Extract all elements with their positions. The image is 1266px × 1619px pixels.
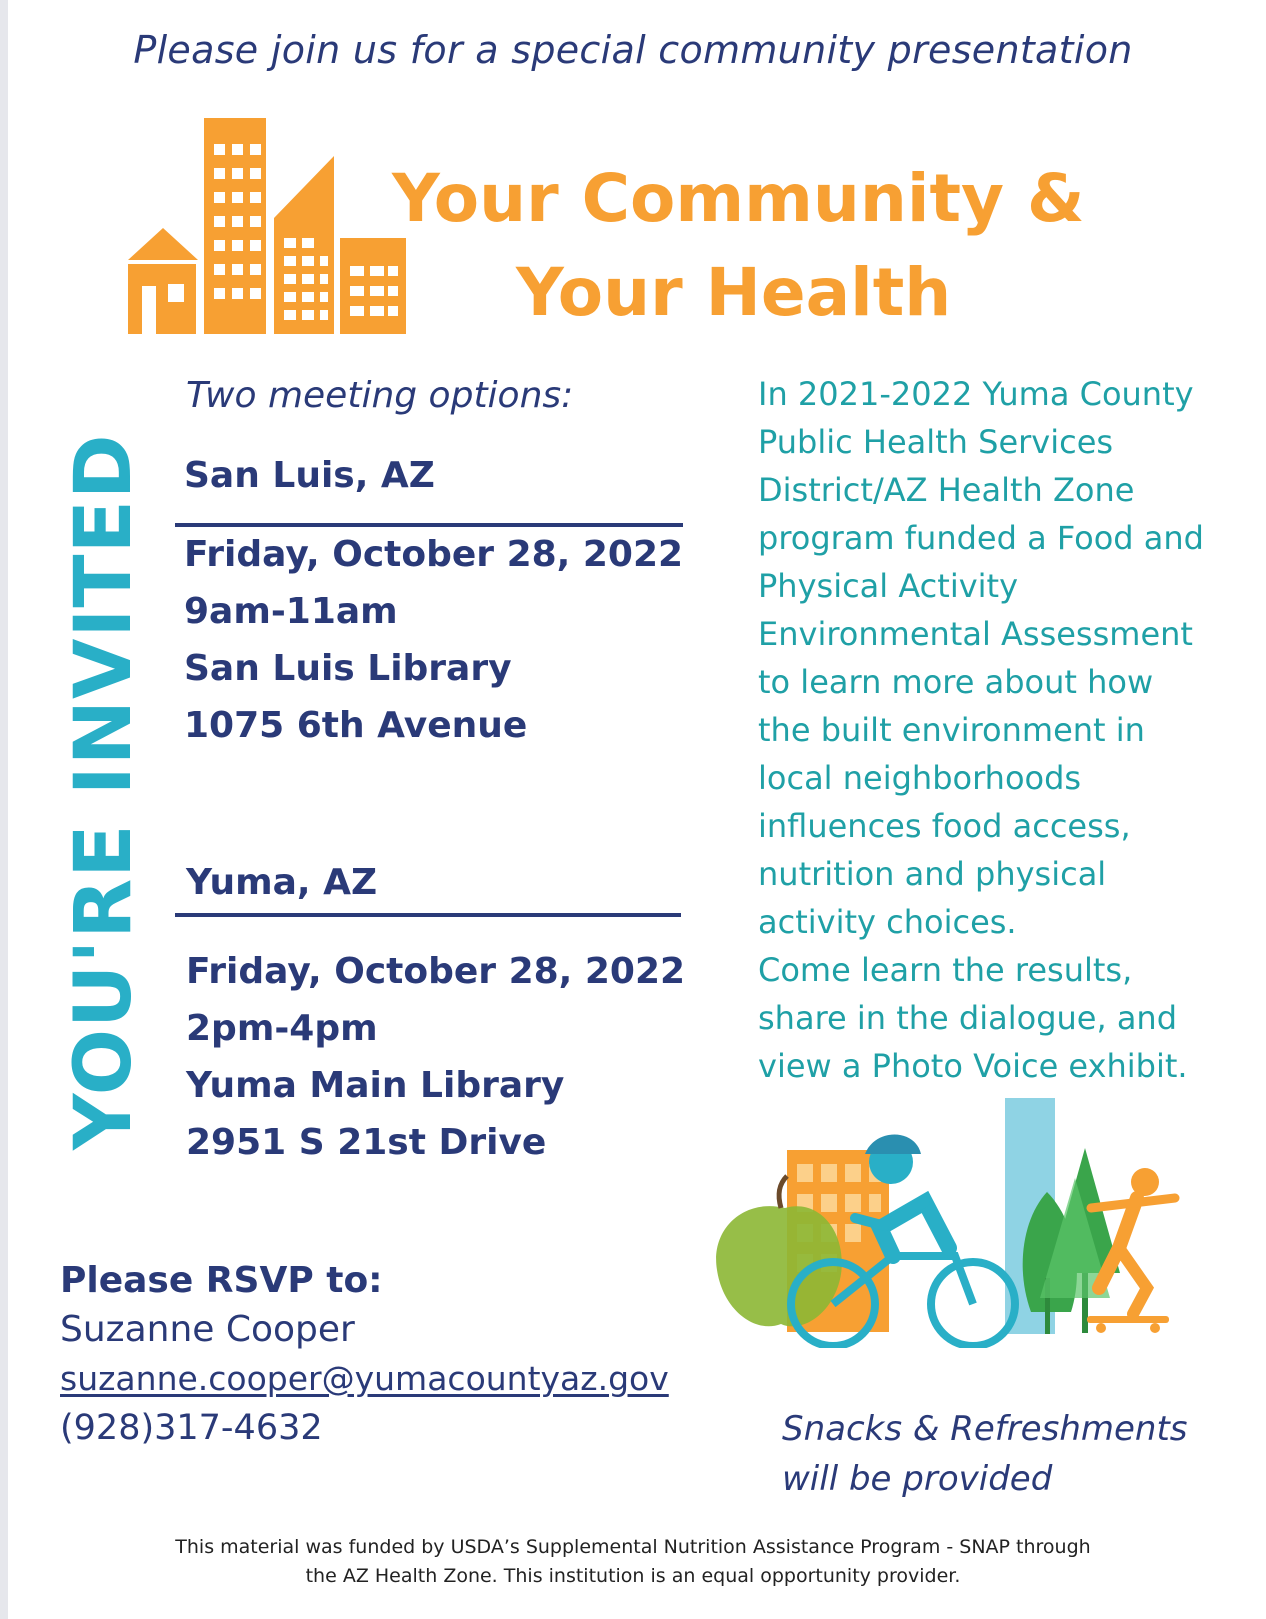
yuma-city: Yuma, AZ — [186, 862, 378, 903]
description-line: program funded a Food and — [758, 519, 1204, 557]
description-line: view a Photo Voice exhibit. — [758, 1047, 1188, 1085]
intro-text: Please join us for a special community presentation — [133, 28, 1133, 72]
disclaimer-line-2: the AZ Health Zone. This institution is an equal opportunity provider. — [305, 1565, 961, 1587]
description-line: the built environment in — [758, 711, 1145, 749]
description-line: Physical Activity — [758, 567, 1019, 605]
rsvp-contact-name: Suzanne Cooper — [60, 1309, 355, 1350]
funding-disclaimer — [0, 1533, 1266, 1591]
title-line-1: Your Community & — [392, 160, 1085, 237]
city-buildings-icon — [128, 118, 418, 334]
page-edge — [0, 0, 8, 1619]
yuma-address: 2951 S 21st Drive — [186, 1122, 547, 1163]
san-luis-city: San Luis, AZ — [184, 455, 435, 496]
rsvp-phone: (928)317-4632 — [60, 1408, 323, 1448]
snacks-note — [782, 1404, 1188, 1504]
title-line-2: Your Health — [516, 254, 952, 331]
description-line: nutrition and physical — [758, 855, 1107, 893]
san-luis-details — [184, 526, 683, 754]
description-line: In 2021-2022 Yuma County — [758, 375, 1194, 413]
san-luis-time: 9am-11am — [184, 591, 398, 632]
description-line: Come learn the results, — [758, 951, 1133, 989]
rsvp-email-link[interactable]: suzanne.cooper@yumacountyaz.gov — [60, 1359, 669, 1398]
snacks-line-2: will be provided — [782, 1459, 1053, 1499]
description-line: Public Health Services — [758, 423, 1114, 461]
yuma-venue: Yuma Main Library — [186, 1065, 565, 1106]
meeting-options-heading: Two meeting options: — [186, 375, 574, 416]
rsvp-heading: Please RSVP to: — [60, 1260, 383, 1301]
snacks-line-1: Snacks & Refreshments — [782, 1409, 1188, 1449]
san-luis-address: 1075 6th Avenue — [184, 705, 528, 746]
san-luis-date: Friday, October 28, 2022 — [184, 534, 684, 575]
description-line: share in the dialogue, and — [758, 999, 1178, 1037]
description-line: influences food access, — [758, 807, 1131, 845]
yuma-divider — [175, 913, 681, 917]
program-description — [758, 370, 1266, 1090]
youre-invited-banner: YOU'RE INVITED — [59, 433, 149, 1150]
active-community-illustration — [715, 1098, 1215, 1348]
yuma-date: Friday, October 28, 2022 — [186, 951, 686, 992]
description-line: Environmental Assessment — [758, 615, 1193, 653]
san-luis-venue: San Luis Library — [184, 648, 512, 689]
description-line: District/AZ Health Zone — [758, 471, 1135, 509]
description-line: to learn more about how — [758, 663, 1154, 701]
yuma-time: 2pm-4pm — [186, 1008, 378, 1049]
yuma-details — [186, 943, 685, 1171]
description-line: activity choices. — [758, 903, 1017, 941]
disclaimer-line-1: This material was funded by USDA’s Supplemental Nutrition Assistance Program - SNAP through — [175, 1536, 1091, 1558]
description-line: local neighborhoods — [758, 759, 1082, 797]
